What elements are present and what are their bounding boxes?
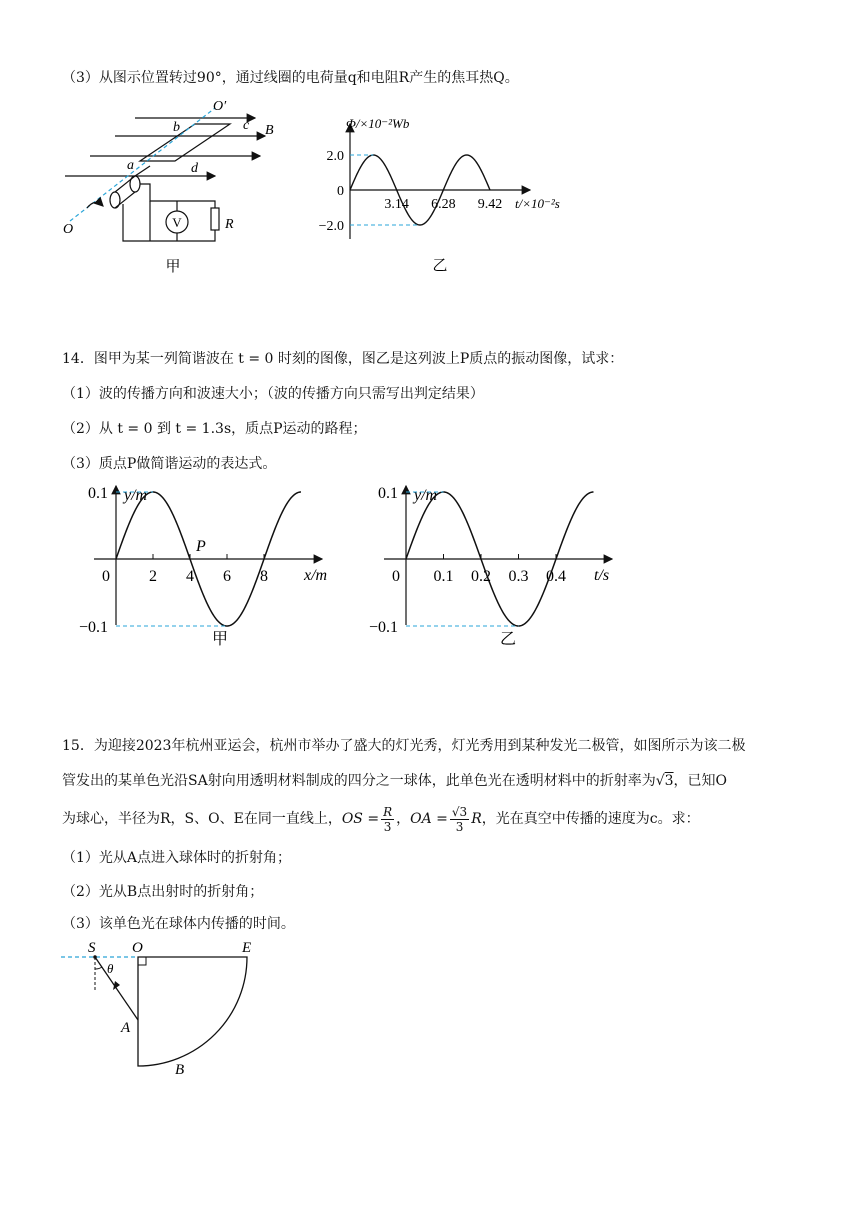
- q15-line2-b: ，已知O: [673, 773, 728, 789]
- light-ray-SA: [95, 957, 138, 1020]
- flux-chart: [300, 104, 600, 274]
- figure-caption: 乙: [432, 258, 448, 274]
- figure-caption: 乙: [499, 631, 517, 648]
- label-c: c: [243, 118, 250, 133]
- label-B: B: [175, 1062, 185, 1078]
- quarter-sphere-figure: [55, 936, 275, 1086]
- y-axis-label: y/m: [124, 487, 148, 504]
- x-tick-label: 6.28: [431, 197, 456, 212]
- label-a: a: [127, 158, 134, 173]
- q15-line1: 15．为迎接2023年杭州亚运会，杭州市举办了盛大的灯光秀，灯光秀用到某种发光二极管，如图所示为该二极: [62, 738, 746, 754]
- x-tick-label: 0.1: [433, 568, 454, 585]
- voltmeter-label: V: [172, 215, 182, 230]
- q14-part3: （3）质点P做简谐运动的表达式。: [62, 456, 277, 472]
- angle-arc: [95, 967, 102, 969]
- os-lhs: OS =: [341, 811, 380, 827]
- oa-tail: R: [471, 811, 482, 827]
- y-tick-label: −0.1: [368, 619, 398, 636]
- vibration-chart-yi: [350, 480, 630, 655]
- x-tick-label: 0.4: [546, 568, 566, 585]
- x-tick-label: 2: [149, 568, 157, 585]
- oa-num: √3: [451, 804, 468, 819]
- label-A: A: [121, 1020, 131, 1036]
- y-tick-label: 0.1: [88, 485, 108, 502]
- x-tick-label: 4: [186, 568, 194, 585]
- y-tick-label: 0.1: [378, 485, 398, 502]
- x-tick-label: 0: [102, 568, 110, 585]
- q13-part3-text: （3）从图示位置转过90°，通过线圈的电荷量q和电阻R产生的焦耳热Q。: [62, 70, 519, 86]
- resistor-icon: [211, 208, 219, 230]
- y-tick-label: −0.1: [78, 619, 108, 636]
- q14-part1: （1）波的传播方向和波速大小；（波的传播方向只需写出判定结果）: [62, 386, 484, 402]
- x-tick-label: 0.3: [508, 568, 529, 585]
- label-O: O: [63, 222, 74, 237]
- y-tick-label: 2.0: [326, 149, 344, 164]
- oa-fraction: [450, 805, 469, 834]
- oa-lhs: OA =: [410, 811, 448, 827]
- label-B: B: [265, 123, 274, 138]
- x-tick-label: 8: [260, 568, 268, 585]
- q14-stem: 14．图甲为某一列简谐波在 t = 0 时刻的图像，图乙是这列波上P质点的振动图像，试求：: [62, 351, 624, 367]
- circuit-wire: [123, 184, 215, 241]
- y-axis-label: y/m: [414, 487, 438, 504]
- point-P-label: P: [196, 538, 206, 555]
- x-axis-label: t/s: [594, 567, 610, 584]
- y-axis-label: Φ/×10⁻²Wb: [346, 116, 410, 131]
- label-b: b: [173, 120, 180, 135]
- label-S: S: [88, 940, 96, 956]
- os-num: R: [383, 804, 393, 819]
- os-den: 3: [383, 819, 392, 834]
- q15-line2: [62, 771, 727, 791]
- x-tick-label: 0: [392, 568, 400, 585]
- figure-caption: 甲: [211, 631, 229, 648]
- y-tick-label: 0: [337, 184, 344, 199]
- label-R: R: [225, 217, 234, 232]
- figure-caption: 甲: [165, 259, 181, 275]
- q15-line3: 为球心，半径为R，S、O、E在同一直线上，OS = $\frac{R}{3}$ ，OA = $\frac{√3}{3}$ R，光在真空中传播的速度为c。求：: [62, 804, 700, 834]
- y-tick-label: −2.0: [318, 219, 344, 234]
- label-o-prime: O′: [213, 99, 227, 114]
- label-theta: θ: [107, 961, 114, 976]
- wave-chart-jia: [60, 480, 350, 655]
- q15-line2-a: 管发出的某单色光沿SA射向用透明材料制成的四分之一球体，此单色光在透明材料中的折射率为: [62, 773, 656, 789]
- x-tick-label: 3.14: [384, 197, 409, 212]
- x-tick-label: 0.2: [471, 568, 491, 585]
- q15-part2: （2）光从B点出射时的折射角；: [62, 884, 264, 900]
- x-tick-label: 6: [223, 568, 231, 585]
- oa-den: 3: [455, 819, 464, 834]
- label-O: O: [132, 940, 143, 956]
- q15-line3-b: ，光在真空中传播的速度为c。求：: [481, 811, 700, 827]
- generator-figure: [55, 96, 295, 276]
- q15-part1: （1）光从A点进入球体时的折射角；: [62, 850, 292, 866]
- sqrt-sign: √: [655, 773, 665, 789]
- q15-line3-a: 为球心，半径为R，S、O、E在同一直线上，: [62, 811, 342, 827]
- sqrt-value: 3: [664, 773, 674, 789]
- label-d: d: [191, 161, 198, 176]
- q14-part2: （2）从 t = 0 到 t = 1.3s，质点P运动的路程；: [62, 421, 367, 437]
- x-tick-label: 9.42: [477, 197, 503, 212]
- quarter-circle: [138, 957, 247, 1066]
- right-angle-mark: [138, 957, 146, 965]
- label-E: E: [242, 940, 252, 956]
- os-fraction: [381, 805, 394, 834]
- x-axis-label: x/m: [304, 567, 328, 584]
- q15-part3: （3）该单色光在球体内传播的时间。: [62, 916, 295, 932]
- x-axis-label: t/×10⁻²s: [515, 196, 560, 211]
- shaft: [135, 166, 150, 176]
- rotation-arrow-icon: [87, 202, 103, 208]
